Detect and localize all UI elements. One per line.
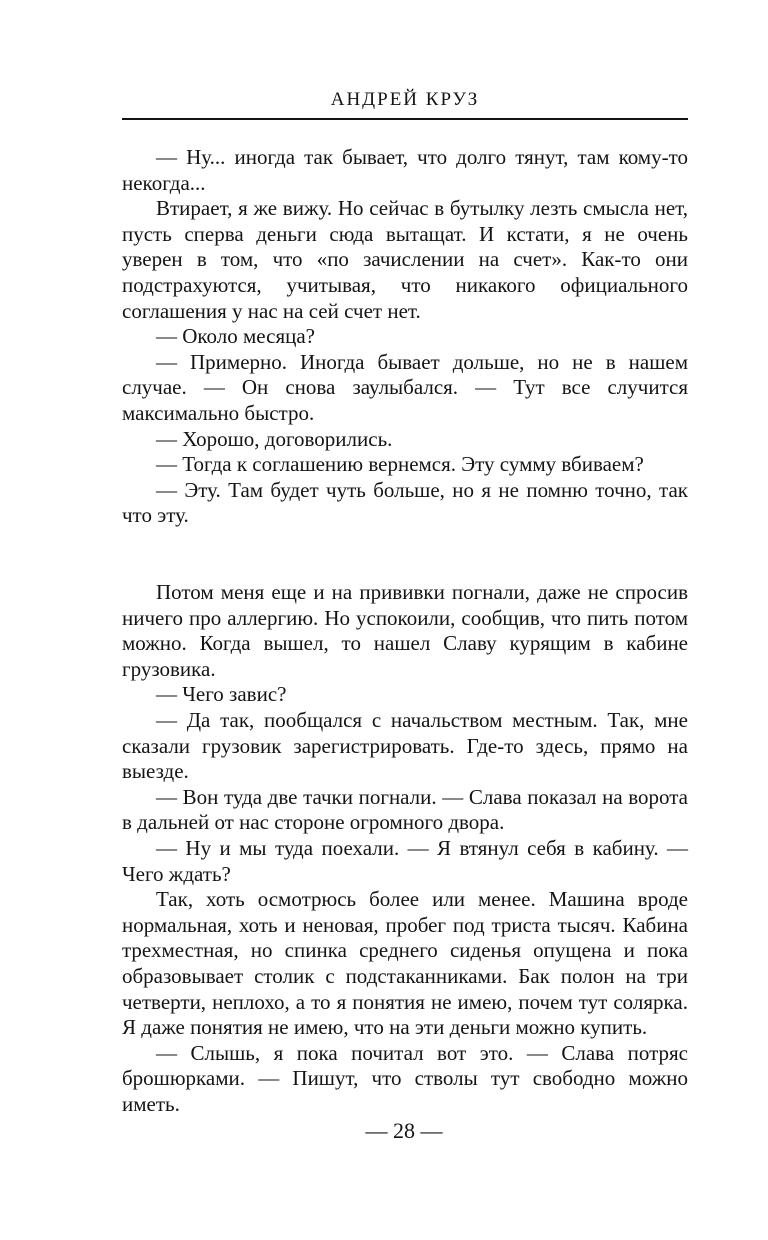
running-head-author: АНДРЕЙ КРУЗ (330, 89, 480, 110)
paragraph: — Примерно. Иногда бывает дольше, но не в нашем случае. — Он снова заулыбался. — Тут все случится максимально быстро. (122, 349, 688, 425)
page-number: — 28 — (365, 1118, 443, 1143)
body-text (122, 145, 688, 1118)
header-rule (122, 118, 688, 120)
section-break (122, 555, 688, 581)
paragraph: — Чего завис? (156, 682, 287, 707)
section-break (122, 529, 688, 555)
paragraph: — Эту. Там будет чуть больше, но я не помню точно, так что эту. (122, 477, 688, 528)
paragraph: — Вон туда две тачки погнали. — Слава показал на ворота в дальней от нас стороне огромного двора. (122, 784, 688, 835)
paragraph: — Ну... иногда так бывает, что долго тянут, там кому-то некогда... (122, 145, 688, 195)
paragraph: Так, хоть осмотрюсь более или менее. Машина вроде нормальная, хоть и неновая, пробег под триста тысяч. Кабина трехместная, но спинка среднего сиденья опущена и пока образовывает столик с подстаканниками. Бак полон на три четверти, неплохо, а то я понятия не имею, почем тут солярка. Я даже понятия не имею, что на эти деньги можно купить. (122, 887, 688, 1040)
paragraph: Потом меня еще и на прививки погнали, даже не спросив ничего про аллергию. Но успокоили, сообщив, что пить потом можно. Когда вышел, то нашел Славу курящим в кабине грузовика. (122, 580, 688, 681)
paragraph: — Да так, пообщался с начальством местным. Так, мне сказали грузовик зарегистрировать. Где-то здесь, прямо на выезде. (122, 708, 688, 784)
paragraph: Втирает, я же вижу. Но сейчас в бутылку лезть смысла нет, пусть сперва деньги сюда вытащат. И кстати, я не очень уверен в том, что «по зачислении на счет». Как-то они подстрахуются, учитывая, что никакого официального соглашения у нас на сей счет нет. (122, 196, 688, 323)
paragraph: — Хорошо, договорились. (156, 426, 393, 451)
paragraph: — Ну и мы туда поехали. — Я втянул себя в кабину. — Чего ждать? (122, 836, 688, 886)
paragraph: — Слышь, я пока почитал вот это. — Слава потряс брошюрками. — Пишут, что стволы тут свободно можно иметь. (122, 1040, 688, 1116)
paragraph: — Тогда к соглашению вернемся. Эту сумму вбиваем? (156, 452, 644, 477)
paragraph: — Около месяца? (156, 324, 315, 349)
